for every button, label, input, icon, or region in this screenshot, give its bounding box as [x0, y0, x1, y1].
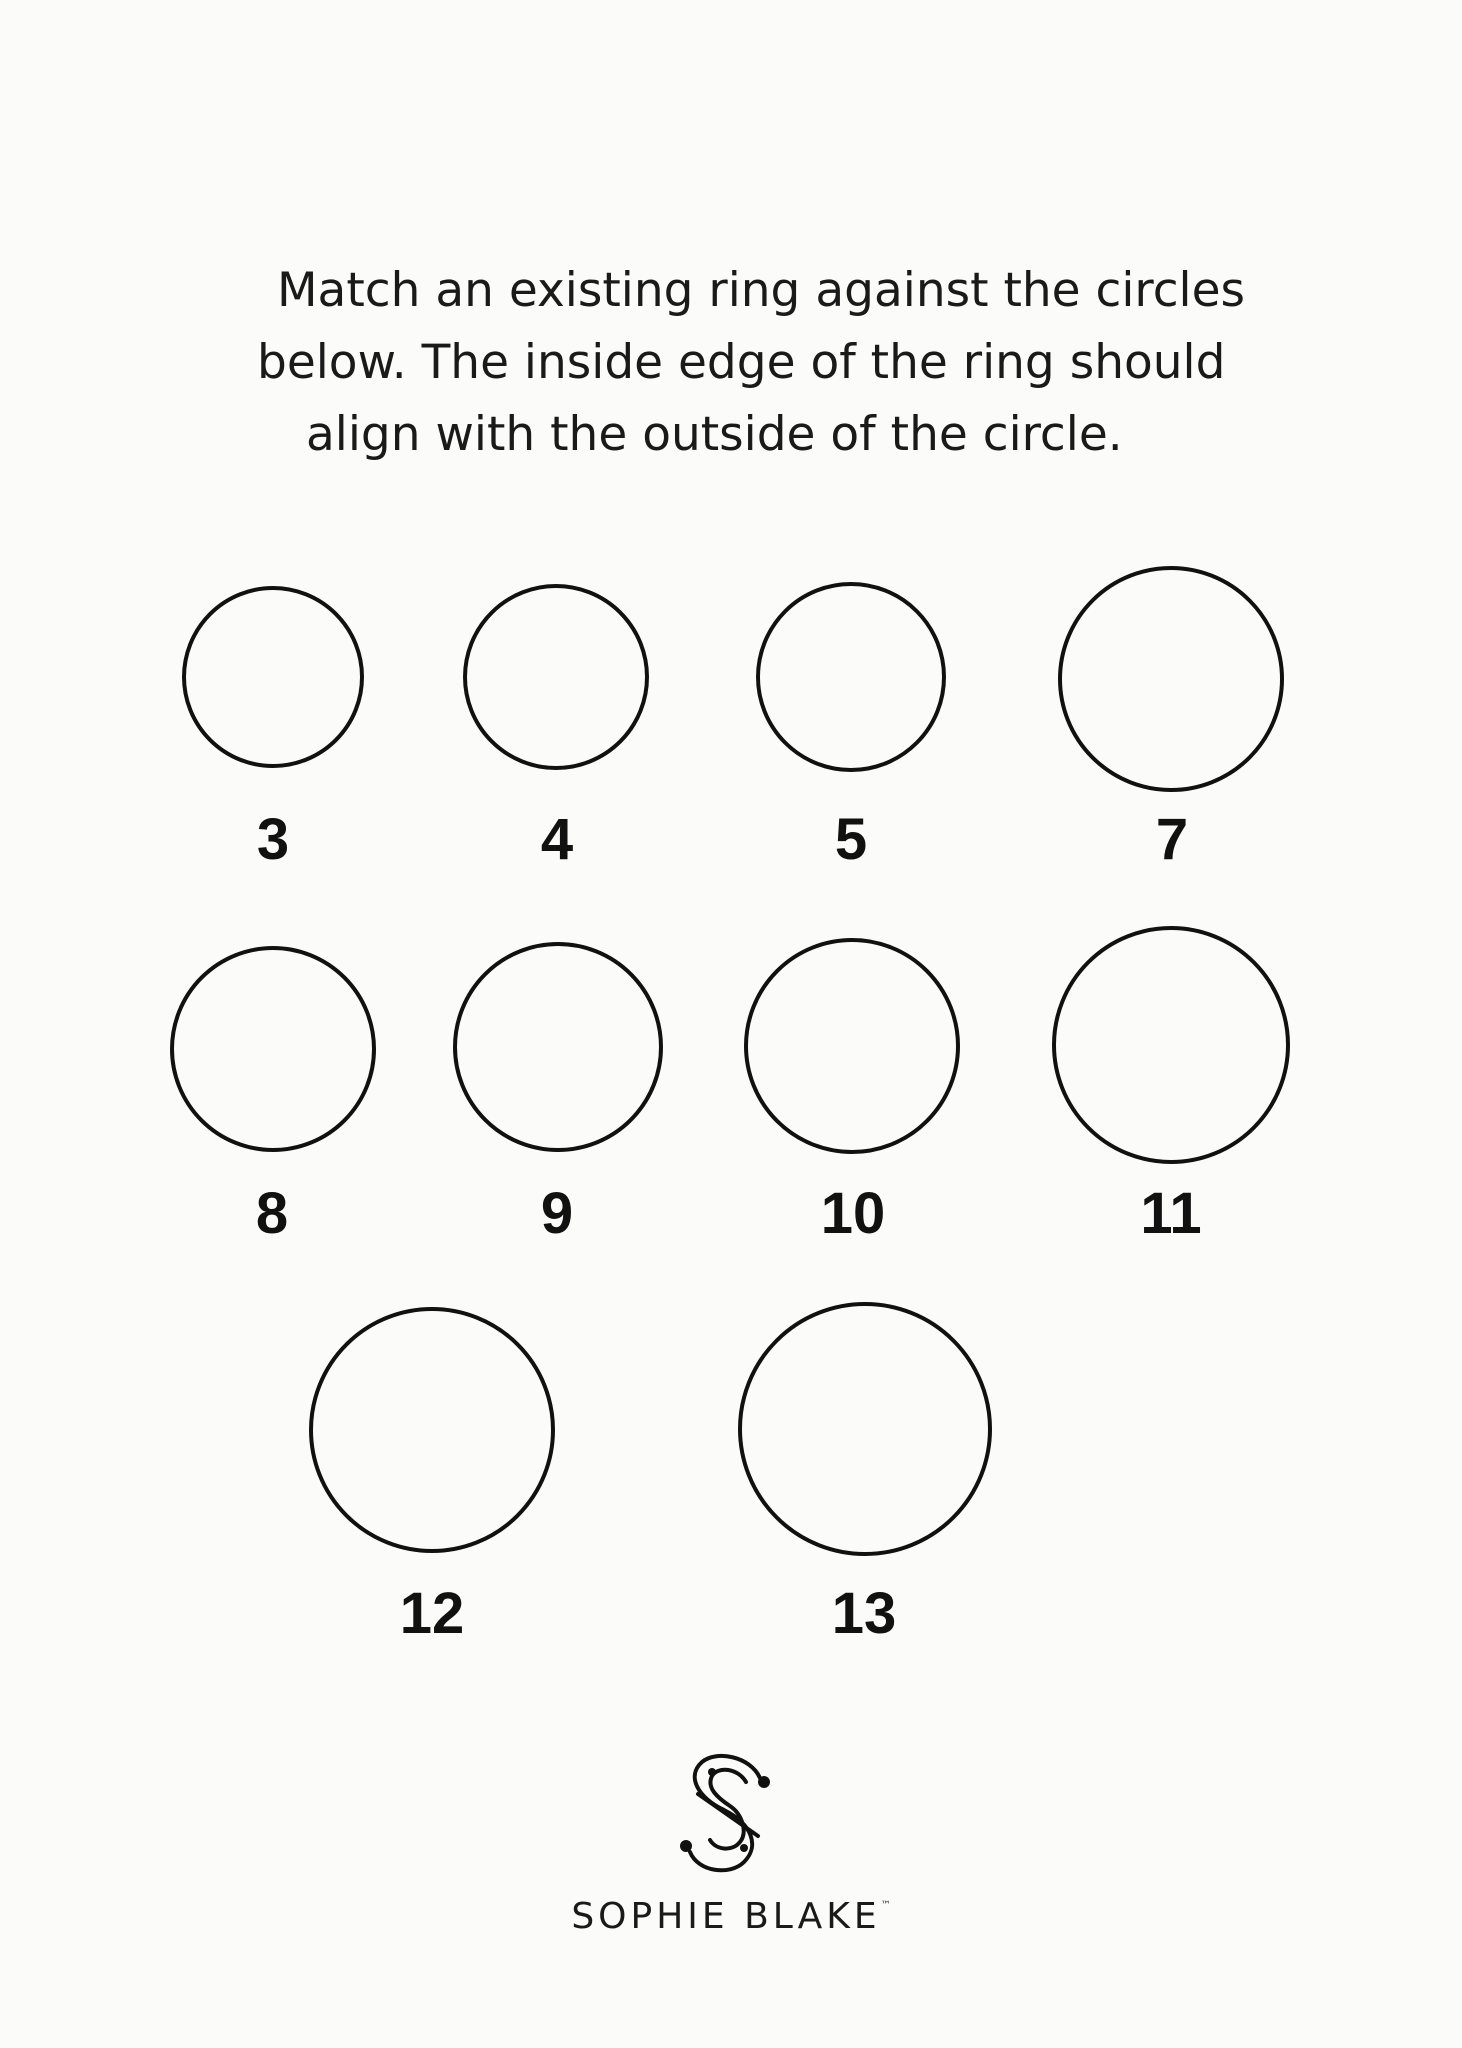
ring-circle-size-4: [463, 584, 649, 770]
instructions: [0, 255, 1462, 471]
instructions-line-3: align with the outside of the circle.: [306, 407, 1123, 462]
ring-circle-size-8: [170, 946, 376, 1152]
instructions-line-2: below. The inside edge of the ring should: [257, 335, 1226, 390]
ring-size-label: 9: [540, 1181, 574, 1246]
trademark-symbol: ™: [880, 1900, 891, 1911]
ring-size-label: 10: [820, 1181, 886, 1246]
ring-circle-size-12: [309, 1307, 555, 1553]
ring-size-label: 7: [1155, 807, 1189, 872]
brand-name: [0, 1896, 1462, 1937]
ring-circle-size-13: [738, 1302, 992, 1556]
instructions-line-1: Match an existing ring against the circles: [277, 263, 1246, 318]
ring-size-label: 11: [1140, 1181, 1202, 1246]
ring-size-label: 12: [399, 1581, 465, 1646]
ring-circle-size-9: [453, 942, 663, 1152]
sophie-blake-s-monogram-icon: [668, 1748, 788, 1878]
ring-size-label: 3: [256, 807, 290, 872]
ring-size-label: 13: [831, 1581, 897, 1646]
ring-circle-size-3: [182, 586, 364, 768]
brand-name-text: SOPHIE BLAKE: [571, 1896, 881, 1937]
ring-circle-size-11: [1052, 926, 1290, 1164]
ring-circle-size-10: [744, 938, 960, 1154]
ring-circle-size-7: [1058, 566, 1284, 792]
ring-size-label: 5: [834, 807, 868, 872]
ring-size-label: 8: [255, 1181, 289, 1246]
ring-circle-size-5: [756, 582, 946, 772]
ring-size-label: 4: [540, 807, 574, 872]
